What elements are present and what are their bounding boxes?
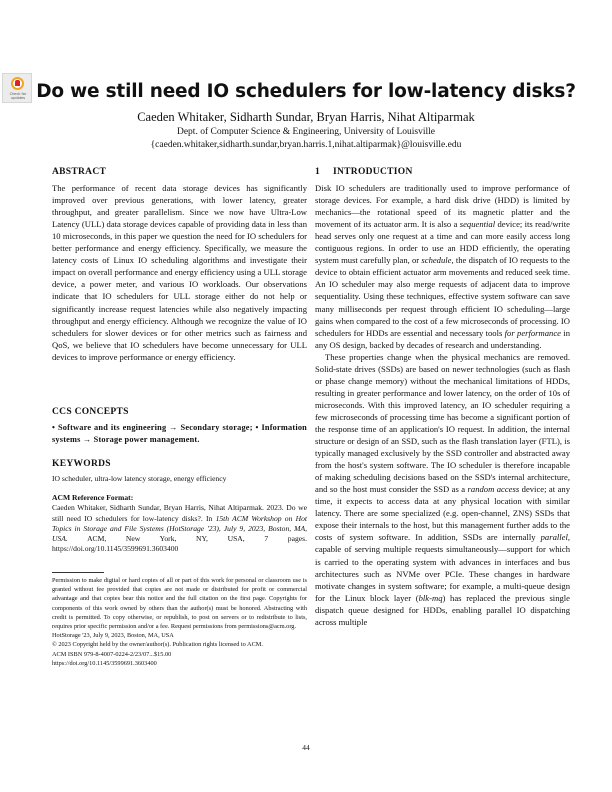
permissions-venue: HotStorage '23, July 9, 2023, Boston, MA, USA: [52, 632, 174, 640]
keywords-text: IO scheduler, ultra-low latency storage, energy efficiency: [52, 474, 227, 484]
reference-line2: ACM, New York, NY, USA, 7 pages. https://doi.org/10.1145/3599691.3603400: [52, 534, 307, 554]
intro-text: device; its read/write head serves only one request at a time and can more easily access long contiguous regions. In order to use an HDD efficiently, the operating system must carefully plan, or: [315, 219, 570, 266]
badge-label: Check for updates: [9, 92, 27, 100]
intro-emphasis: random access: [467, 484, 520, 495]
reference-heading: ACM Reference Format:: [52, 493, 134, 502]
permissions-isbn: ACM ISBN 979-8-4007-0224-2/23/07...$15.00: [52, 650, 172, 658]
introduction-heading: [315, 166, 570, 178]
ccs-heading: CCS CONCEPTS: [52, 407, 129, 417]
author-affiliation: Dept. of Computer Science & Engineering, University of Louisville: [176, 127, 436, 137]
acm-reference-section: [52, 493, 307, 555]
intro-text: , capable of serving multiple requests simultaneously—support for which is carried to the operating system with advances in interfaces and bus architectures such as NVMe over PCIe. These changes in hardware motivate changes in system software; for example, a multi-queue design for the Linux block layer (: [315, 532, 570, 603]
reference-venue: 15th ACM Workshop on Hot Topics in Storage and File Systems (HotStorage '23), July 9, 2023, Boston, MA, USA.: [52, 513, 307, 544]
intro-text: Disk IO schedulers are traditionally used to improve performance of storage devices. For example, a hard disk drive (HDD) is limited by mechanics—the rotational speed of its magnetic platter and the movement of its actuator arm. It is also a: [315, 183, 570, 230]
intro-emphasis: schedule: [421, 255, 452, 266]
intro-paragraph-1: [315, 182, 570, 351]
keywords-heading: KEYWORDS: [52, 459, 111, 469]
ccs-text: • Software and its engineering → Secondary storage; • Information systems → Storage power management.: [52, 423, 307, 445]
ccs-section: [52, 406, 307, 446]
intro-text: ) has replaced the previous single dispatch queue designed for HDDs, enabling parallel IO dispatching across multiple: [315, 592, 570, 627]
intro-emphasis: for performance: [504, 327, 561, 338]
permissions-copyright: © 2023 Copyright held by the owner/author(s). Publication rights licensed to ACM.: [52, 641, 263, 649]
permissions-text: Permission to make digital or hard copies of all or part of this work for personal or classroom use is granted without fee provided that copies are not made or distributed for profit or commercial advantage and that copies bear this notice and the full citation on the first page. Copyrights for components of this work owned by others than the author(s) must be honored. Abstracting with credit is permitted. To copy otherwise, or republish, to post on servers or to redistribute to lists, requires prior specific permission and/or a fee. Request permissions from permissions@acm.org.: [52, 577, 307, 631]
abstract-section: [52, 166, 307, 363]
intro-text: , the dispatch of IO requests to the device to obtain efficient actuator arm movements and reduced seek time. An IO scheduler may also merge requests of adjacent data to improve sequentiality. Using these techniques, effective system software can save many milliseconds per request through efficient IO scheduling—large gains when compared to the cost of a few microseconds of processing. IO schedulers for HDDs are essential and necessary tools: [315, 255, 570, 338]
intro-emphasis: parallel: [540, 532, 568, 543]
section-number: 1: [315, 167, 321, 177]
reference-line1: Caeden Whitaker, Sidharth Sundar, Bryan Harris, Nihat Altiparmak. 2023. Do we still need IO schedulers for low-latency disks?. In: [52, 503, 307, 523]
paper-authors: Caeden Whitaker, Sidharth Sundar, Bryan Harris, Nihat Altiparmak: [137, 110, 475, 124]
paper-title: Do we still need IO schedulers for low-latency disks?: [36, 81, 576, 102]
intro-text: These properties change when the physical mechanics are removed. Solid-state drives (SSDs) are based on newer technologies (such as flash or phase change memory) without the mechanical limitations of HDDs, resulting in greater performance and lower latency, on the order of 10s of microseconds. With this improved latency, an IO scheduler requiring a few microseconds of processing time has become a significant portion of the response time of an application's IO request. In addition, the internal structure or design of an SSD, such as the flash translation layer (FTL), is typically managed exclusively by the SSD controller and abstracted away from the host's system software. The IO scheduler is therefore incapable of making scheduling decisions based on the SSD's internal architecture, and so the host must consider the SSD as a: [315, 351, 570, 495]
intro-emphasis: blk-mq: [418, 592, 443, 603]
intro-emphasis: sequential: [459, 219, 496, 230]
section-title: INTRODUCTION: [333, 167, 413, 177]
footnote-rule: [52, 572, 104, 573]
keywords-section: [52, 458, 307, 484]
introduction-section: [315, 166, 570, 628]
intro-paragraph-2: [315, 351, 570, 628]
intro-text: in any OS design, backed by decades of research and understanding.: [315, 327, 570, 350]
reference-text: [52, 503, 307, 554]
author-emails: {caeden.whitaker,sidharth.sundar,bryan.harris.1,nihat.altiparmak}@louisville.edu: [150, 140, 462, 150]
abstract-heading: ABSTRACT: [52, 167, 107, 177]
abstract-text: The performance of recent data storage devices has significantly improved over previous generations, with lower latency, greater throughput, and greater parallelism. Since we now have Ultra-Low Latency (ULL) data storage devices capable of providing data in less than 10 microseconds, in this paper we question the need for IO schedulers for better performance and energy efficiency. Specifically, we measure the latency costs of Linux IO scheduling algorithms and investigate their impact on overall performance and energy efficiency using a ULL storage device, a power meter, and various IO workloads. Our observations indicate that IO schedulers for ULL storage either do not help or significantly increase request latencies while also negatively impacting throughput and energy efficiency. Although we recognize the value of IO schedulers for slower devices or for other metrics such as fairness and QoS, we believe that IO schedulers have become unnecessary for ULL devices to improve performance or energy efficiency.: [52, 183, 307, 362]
intro-text: device; at any time, it expects to access data at any physical location with similar latency. There are some specialized (e.g. open-channel, ZNS) SSDs that expose their internals to the host, but this management further adds to the costs of system software. In addition, SSDs are internally: [315, 484, 570, 543]
permissions-doi[interactable]: https://doi.org/10.1145/3599691.3603400: [52, 659, 157, 667]
permissions-footnote: [52, 572, 307, 668]
page-number: 44: [302, 743, 310, 752]
